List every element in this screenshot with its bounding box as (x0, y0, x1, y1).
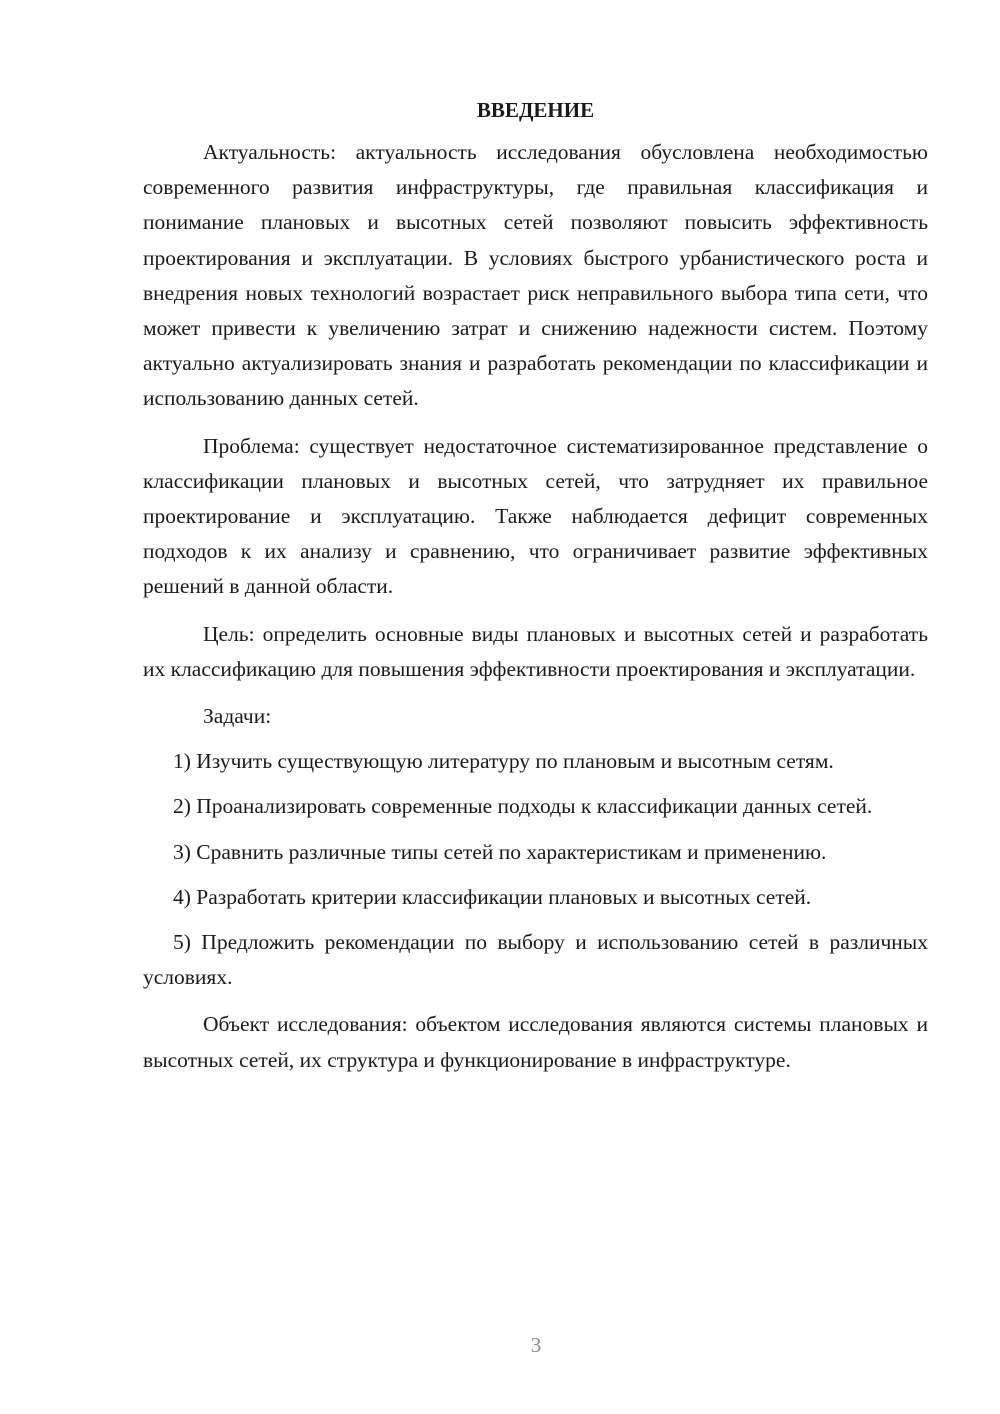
page-title: ВВЕДЕНИЕ (476, 98, 595, 122)
document-page (143, 90, 928, 1078)
relevance-paragraph: Актуальность: актуальность исследования обусловлена необходимостью современного развития инфраструктуры, где правильная классификация и понимание плановых и высотных сетей позволяют повысить эффективность проектирования и эксплуатации. В условиях быстрого урбанистического роста и внедрения новых технологий возрастает риск неправильного выбора типа сети, что может привести к увеличению затрат и снижению надежности систем. Поэтому актуально актуализировать знания и разработать рекомендации по классификации и использованию данных сетей. (143, 140, 928, 411)
list-item: 5) Предложить рекомендации по выбору и использованию сетей в различных условиях. (143, 930, 928, 990)
list-item: 3) Сравнить различные типы сетей по характеристикам и применению. (173, 839, 827, 864)
list-item: 2) Проанализировать современные подходы к классификации данных сетей. (173, 794, 873, 819)
object-paragraph: Объект исследования: объектом исследования являются системы плановых и высотных сетей, их структура и функционирование в инфраструктуре. (143, 1012, 928, 1072)
problem-paragraph: Проблема: существует недостаточное систематизированное представление о классификации плановых и высотных сетей, что затрудняет их правильное проектирование и эксплуатацию. Также наблюдается дефицит современных подходов к их анализу и сравнению, что ограничивает развитие эффективных решений в данной области. (143, 433, 928, 599)
goal-paragraph: Цель: определить основные виды плановых и высотных сетей и разработать их классификацию для повышения эффективности проектирования и эксплуатации. (143, 621, 928, 681)
tasks-list (143, 744, 928, 995)
list-item: 1) Изучить существующую литературу по плановым и высотным сетям. (173, 749, 834, 774)
page-number: 3 (530, 1333, 542, 1357)
list-item: 4) Разработать критерии классификации плановых и высотных сетей. (173, 884, 812, 909)
tasks-heading: Задачи: (203, 704, 272, 729)
